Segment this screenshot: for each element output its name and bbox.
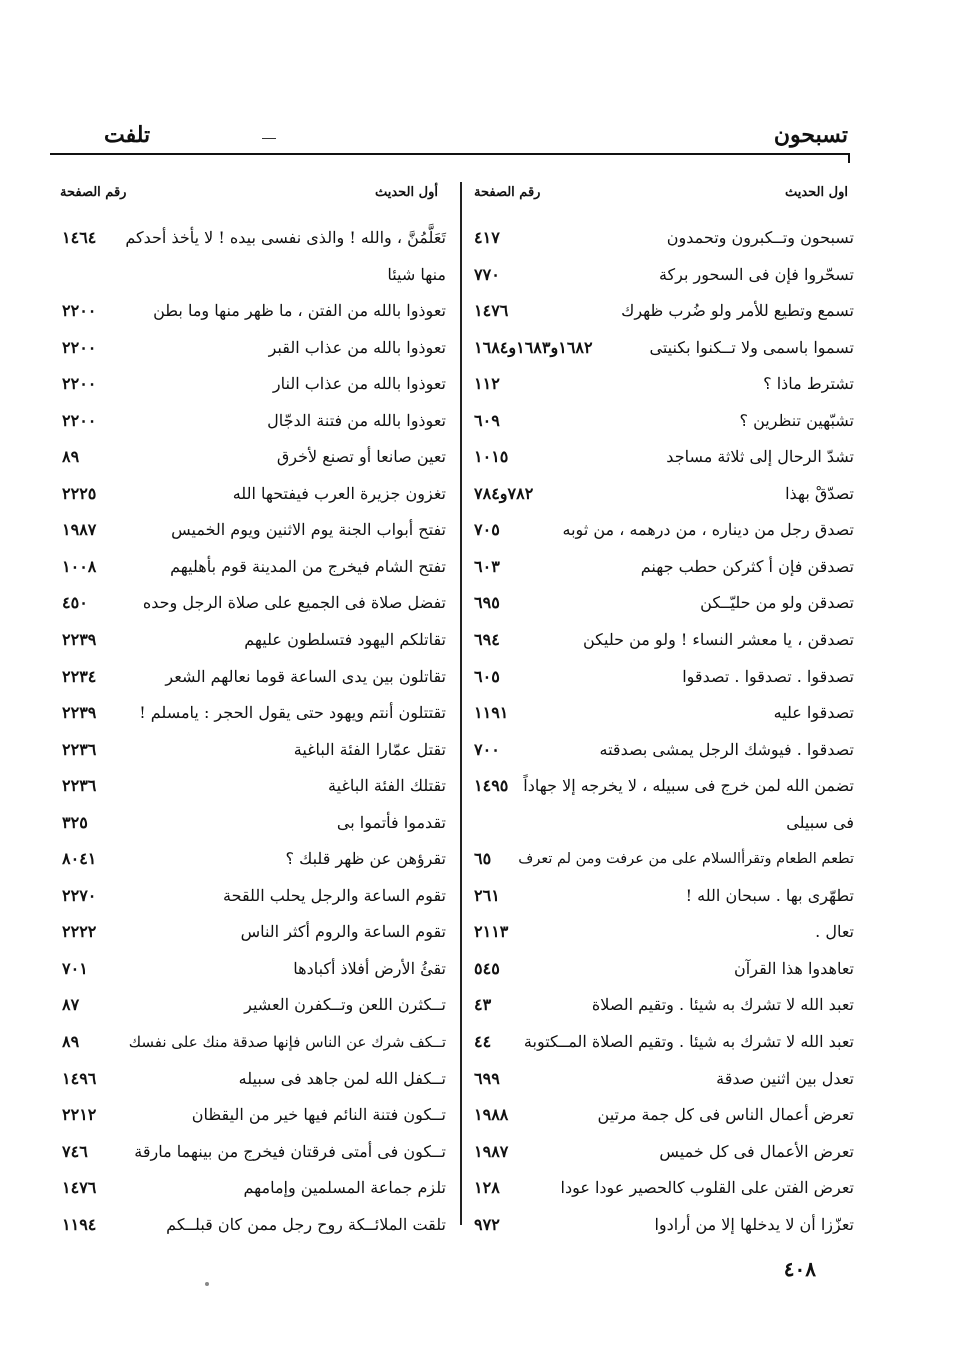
header-mark	[262, 138, 276, 139]
hadith-opening: تلقت الملائــكة روح رجل ممن كان قبلــكم	[166, 1214, 446, 1234]
index-entry	[48, 257, 448, 294]
hadith-opening: تعال .	[815, 922, 854, 942]
page-reference: ٥٤٥	[474, 958, 500, 978]
page-number: ٤٠٨	[783, 1257, 816, 1281]
index-entry	[48, 549, 448, 586]
page-reference: ٢٢٧٠	[62, 885, 97, 905]
page-reference: ٦٥	[474, 849, 492, 869]
index-entry	[468, 476, 854, 513]
index-entry	[48, 622, 448, 659]
header-right-word: تسبحون	[773, 122, 848, 148]
index-entry	[48, 1024, 448, 1061]
hadith-opening: تفتح أبواب الجنة يوم الاثنين ويوم الخميس	[171, 520, 446, 540]
index-entry	[468, 585, 854, 622]
left-column-title-heading: أول الحديث	[374, 185, 438, 200]
hadith-opening: تضمن الله لمن خرج فى سبيله ، لا يخرجه إلا جهاداً	[523, 776, 854, 796]
hadith-opening: تصدقن ولو من حليّــكن	[700, 593, 854, 613]
page-reference: ٨٠٤١	[62, 849, 97, 869]
hadith-opening: تعوذوا بالله من عذاب النار	[272, 374, 446, 394]
hadith-opening: تقوم الساعة والرجل يحلب اللقحة	[223, 885, 446, 905]
index-entry	[468, 768, 854, 805]
index-entry	[48, 330, 448, 367]
index-entry	[48, 768, 448, 805]
hadith-opening: تشترط ماذا ؟	[763, 374, 854, 394]
hadith-opening: تقدموا فأتموا بى	[336, 812, 446, 832]
page-reference: ١٤٩٥	[474, 776, 509, 796]
index-entry	[48, 1061, 448, 1098]
page-reference: ١٢٨	[474, 1178, 500, 1198]
page-reference: ٧٨٢و٧٨٤	[474, 483, 534, 503]
hadith-opening: تعوذوا بالله من عذاب القبر	[268, 337, 446, 357]
index-entry	[48, 695, 448, 732]
header-rule	[50, 153, 850, 155]
page-reference: ٤٤	[474, 1032, 492, 1052]
index-entry	[468, 951, 854, 988]
hadith-opening: تعدل بين اثنين صدقة	[716, 1068, 854, 1088]
hadith-opening: تصدق رجل من ديناره ، من درهمه ، من ثوبه	[562, 520, 854, 540]
page-reference: ٦٠٥	[474, 666, 500, 686]
index-entry	[48, 987, 448, 1024]
hadith-opening: تسموا باسمى ولا تــكنوا بكنيتى	[649, 337, 854, 357]
page-reference: ٢٢٣٤	[62, 666, 97, 686]
page-reference: ١٠١٥	[474, 447, 509, 467]
page-reference: ١٩٨٨	[474, 1105, 509, 1125]
index-entry	[48, 841, 448, 878]
index-entry	[48, 1207, 448, 1244]
hadith-opening: تــكون فى أمتى فرقتان فيخرج من بينهما مارقة	[134, 1141, 446, 1161]
hadith-opening: تفضل صلاة فى الجميع على صلاة الرجل وحده	[142, 593, 446, 613]
index-entry	[468, 1061, 854, 1098]
hadith-opening: تعرض الأعمال فى كل خميس	[659, 1141, 854, 1161]
index-entry	[48, 439, 448, 476]
hadith-opening: تعرض الفتن على القلوب كالحصير عودا عودا	[560, 1178, 854, 1198]
index-entry	[468, 1170, 854, 1207]
page-reference: ١١٩٤	[62, 1214, 97, 1234]
hadith-opening: تــكثرن اللعن وتــكفرن العشير	[244, 995, 446, 1015]
hadith-opening: تقرؤهن عن ظهر قلبك ؟	[285, 849, 446, 869]
page-reference: ٤٣	[474, 995, 492, 1015]
index-entry	[48, 1134, 448, 1171]
hadith-opening: تصدّقْ بهذا	[785, 483, 854, 503]
page-reference: ٤٥٠	[62, 593, 88, 613]
hadith-opening: تعوذوا بالله من الفتن ، ما ظهر منها وما بطن	[153, 301, 446, 321]
page-reference: ٢١١٣	[474, 922, 509, 942]
page-reference: ٧٧٠	[474, 264, 500, 284]
hadith-opening: تقتل عمّارا الفئة الباغية	[293, 739, 446, 759]
index-entry	[468, 330, 854, 367]
page-reference: ٧٠٥	[474, 520, 500, 540]
hadith-opening: تسبحون وتــكبرون وتحمدون	[666, 228, 854, 247]
hadith-opening: تصدقوا عليه	[773, 703, 854, 723]
index-entry	[48, 878, 448, 915]
right-column-title-heading: اول الحديث	[784, 185, 848, 200]
index-entry	[468, 987, 854, 1024]
hadith-opening: فى سبيلى	[786, 812, 854, 832]
page-reference: ٧٤٦	[62, 1141, 88, 1161]
index-entry	[468, 512, 854, 549]
index-entry	[48, 293, 448, 330]
page-reference: ١٤٧٦	[62, 1178, 97, 1198]
index-entry	[48, 1170, 448, 1207]
hadith-opening: تقئُ الأرض أفلاذ أكبادها	[293, 958, 446, 978]
hadith-opening: تصدقن فإن أ كثركن حطب جهنم	[640, 556, 854, 576]
hadith-opening: تعزّزا أن لا يدخلها إلا من أرادوا	[654, 1214, 854, 1234]
page-reference: ٢٢٣٩	[62, 703, 97, 723]
hadith-opening: تشدّ الرحال إلى ثلاثة مساجد	[666, 447, 854, 467]
hadith-opening: تسمع وتطيع للأمر ولو ضُرب ظهرك	[621, 301, 854, 321]
page-reference: ١٩٨٧	[62, 520, 97, 540]
hadith-opening: تعبد الله لا تشرك به شيئا . وتقيم الصلاة	[591, 995, 854, 1015]
right-column-page-heading: رقم الصفحة	[474, 185, 541, 200]
page-reference: ٣٢٥	[62, 812, 88, 832]
hadith-opening: تصدقوا . تصدقوا . تصدقوا	[682, 666, 854, 686]
index-entry	[468, 1024, 854, 1061]
page-reference: ١٤٧٦	[474, 301, 509, 321]
index-entry	[468, 1207, 854, 1244]
hadith-opening: تلزم جماعة المسلمين وإمامهم	[243, 1178, 446, 1198]
page-reference: ٢٢٢٥	[62, 483, 97, 503]
hadith-opening: تقاتلكم اليهود فتسلطون عليهم	[244, 630, 446, 650]
page-reference: ١١٢	[474, 374, 500, 394]
hadith-opening: تغزون جزيرة العرب فيفتحها الله	[232, 483, 446, 503]
index-entry	[468, 293, 854, 330]
page-reference: ١٤٩٦	[62, 1068, 97, 1088]
page-reference: ٦٠٣	[474, 556, 500, 576]
hadith-opening: منها شيئا	[387, 264, 446, 284]
left-index-column	[48, 220, 448, 1243]
index-entry	[468, 439, 854, 476]
hadith-opening: تقتلك الفئة الباغية	[328, 776, 446, 796]
page-reference: ٢٢١٢	[62, 1105, 97, 1125]
page-reference: ٩٧٢	[474, 1214, 500, 1234]
page-reference: ١٦٨٢و١٦٨٣و١٦٨٤	[474, 337, 593, 357]
hadith-opening: تطهّرى بها . سبحان الله !	[685, 885, 854, 905]
page-reference: ١٤٦٤	[62, 228, 97, 247]
page-reference: ١٠٠٨	[62, 556, 97, 576]
index-entry	[48, 585, 448, 622]
page-reference: ٢٦١	[474, 885, 500, 905]
header-rule-tick	[848, 155, 850, 163]
index-entry	[48, 512, 448, 549]
index-entry	[468, 622, 854, 659]
page-reference: ٨٧	[62, 995, 80, 1015]
page-reference: ٦٠٩	[474, 410, 500, 430]
index-entry	[48, 732, 448, 769]
hadith-opening: تصدقوا . فيوشك الرجل يمشى بصدقته	[599, 739, 854, 759]
index-entry	[468, 257, 854, 294]
page-reference: ٢٢٠٠	[62, 410, 97, 430]
left-column-page-heading: رقم الصفحة	[60, 185, 127, 200]
index-entry	[468, 732, 854, 769]
index-entry	[48, 366, 448, 403]
print-speck	[205, 1282, 209, 1286]
page-reference: ٢٢٣٦	[62, 776, 97, 796]
page-reference: ٧٠١	[62, 958, 88, 978]
hadith-opening: تشبّهين تنظرين ؟	[739, 410, 854, 430]
index-entry	[468, 366, 854, 403]
index-entry	[468, 1134, 854, 1171]
hadith-opening: تطعم الطعام وتقرأالسلام على من عرفت ومن لم تعرف	[518, 851, 854, 868]
hadith-opening: تفتح الشام فيخرج من المدينة قوم بأهليهم	[170, 556, 446, 576]
index-entry	[468, 695, 854, 732]
page-reference: ٢٢٣٦	[62, 739, 97, 759]
page-reference: ٦٩٤	[474, 630, 500, 650]
hadith-opening: تعين صانعا أو تصنع لأخرق	[276, 447, 446, 467]
index-entry	[468, 841, 854, 878]
index-entry	[468, 549, 854, 586]
index-entry	[468, 1097, 854, 1134]
page-reference: ١٩٨٧	[474, 1141, 509, 1161]
page-reference: ٦٩٩	[474, 1068, 500, 1088]
hadith-opening: تعرض أعمال الناس فى كل جمة مرتين	[597, 1105, 854, 1125]
hadith-opening: تعاهدوا هذا القرآن	[734, 958, 854, 978]
hadith-opening: تَعَلَّمُنَّ ، والله ! والذى نفسى بيده ! لا يأخذ أحدكم	[125, 228, 446, 247]
index-entry	[48, 220, 448, 257]
hadith-opening: تصدقن ، يا معشر النساء ! ولو من حليكن	[582, 630, 854, 650]
page-reference: ٢٢٠٠	[62, 374, 97, 394]
index-entry	[468, 220, 854, 257]
page-reference: ٨٩	[62, 447, 80, 467]
page-reference: ٢٢٣٩	[62, 630, 97, 650]
hadith-opening: تعبد الله لا تشرك به شيئا . وتقيم الصلاة المــكتوبة	[523, 1032, 854, 1052]
index-entry	[468, 914, 854, 951]
hadith-opening: تقوم الساعة والروم أكثر الناس	[240, 922, 446, 942]
hadith-opening: تقتتلون أنتم ويهود حتى يقول الحجر : يامسلم !	[139, 703, 446, 723]
hadith-opening: تسحّروا فإن فى السحور بركة	[658, 264, 854, 284]
page-reference: ٢٢٠٠	[62, 337, 97, 357]
page-reference: ٦٩٥	[474, 593, 500, 613]
index-entry	[48, 951, 448, 988]
hadith-opening: تقاتلون بين يدى الساعة قوما نعالهم الشعر	[165, 666, 446, 686]
index-entry	[48, 659, 448, 696]
hadith-opening: تــكفل الله لمن جاهد فى سبيله	[238, 1068, 446, 1088]
hadith-opening: تــكون فتنة النائم فيها خير من اليقظان	[191, 1105, 446, 1125]
index-entry	[468, 805, 854, 842]
right-index-column	[468, 220, 854, 1243]
page-reference: ٤١٧	[474, 228, 500, 247]
page-reference: ٧٠٠	[474, 739, 500, 759]
index-entry	[468, 659, 854, 696]
header-left-word: تلفت	[104, 122, 151, 148]
hadith-opening: تعوذوا بالله من فتنة الدجّال	[267, 410, 446, 430]
index-entry	[48, 805, 448, 842]
index-entry	[48, 1097, 448, 1134]
page-reference: ٢٢٢٢	[62, 922, 97, 942]
index-entry	[48, 476, 448, 513]
hadith-opening: تــكف شرك عن الناس فإنها صدقة منك على نفسك	[128, 1033, 446, 1052]
column-divider	[460, 182, 462, 1225]
page-reference: ٨٩	[62, 1032, 80, 1052]
index-entry	[48, 403, 448, 440]
page-reference: ١١٩١	[474, 703, 509, 723]
index-entry	[468, 403, 854, 440]
page-reference: ٢٢٠٠	[62, 301, 97, 321]
index-entry	[468, 878, 854, 915]
index-entry	[48, 914, 448, 951]
